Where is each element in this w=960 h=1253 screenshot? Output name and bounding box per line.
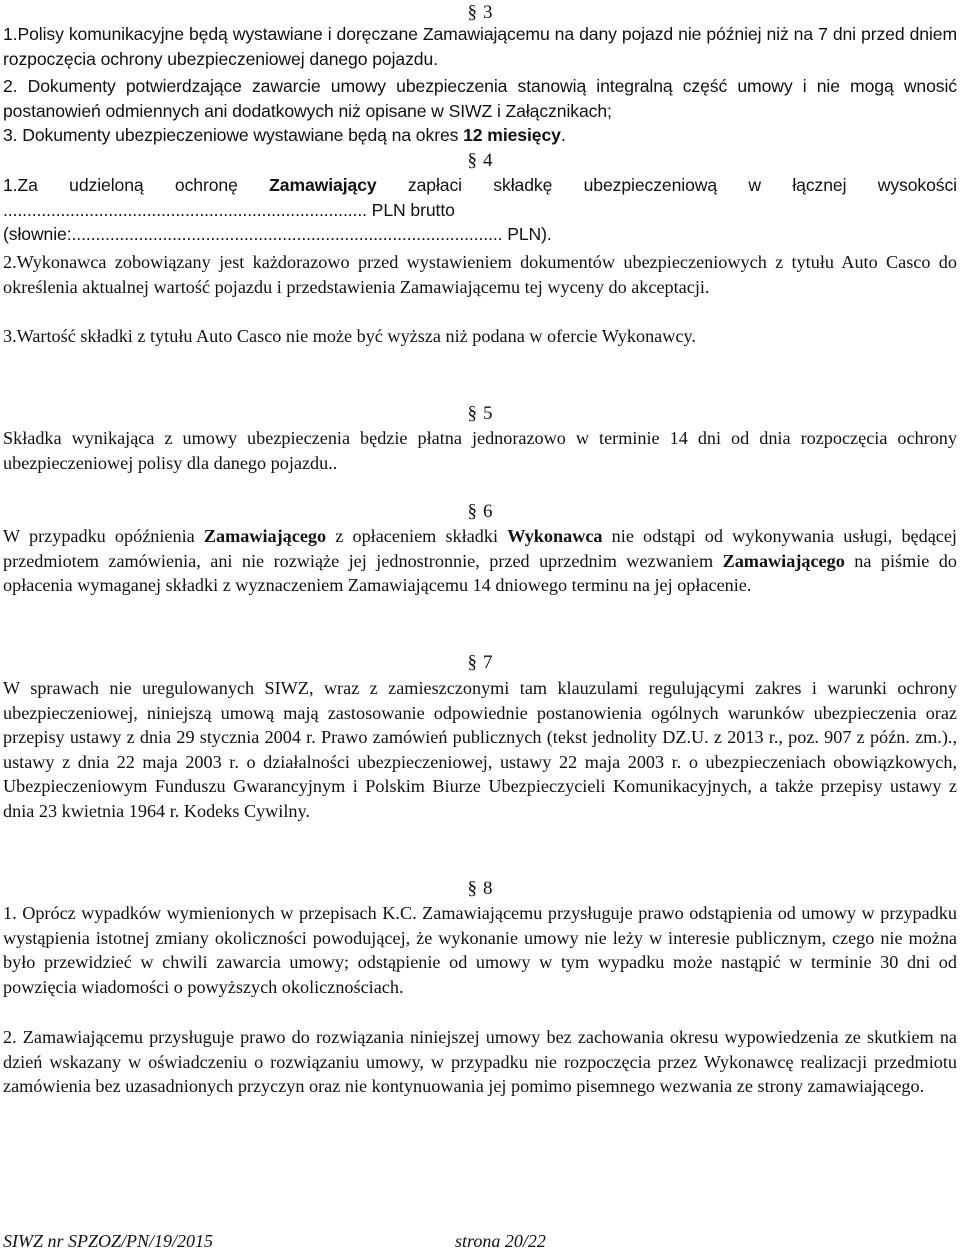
party-bold: Zamawiający [269, 175, 377, 195]
section-heading-6 [0, 501, 960, 523]
footer-page-number: strona 20/22 [455, 1231, 546, 1251]
section-heading-7 [0, 652, 960, 674]
paragraph-8-1: 1. Oprócz wypadków wymienionych w przepisach K.C. Zamawiającemu przysługuje prawo odstąpienia od umowy w przypadku wystąpienia istotnej zmiany okoliczności powodującej, że wykonanie umowy nie leży w interesie publicznym, czego nie można było przewidzieć w chwili zawarcia umowy; odstąpienie od umowy w tym wypadku może nastąpić w terminie 30 dni od powzięcia wiadomości o powyższych okolicznościach. [3, 903, 957, 997]
paragraph-3-1: 1.Polisy komunikacyjne będą wystawiane i doręczane Zamawiającemu na dany pojazd nie później niż na 7 dni przed dniem rozpoczęcia ochrony ubezpieczeniowej danego pojazdu. [3, 24, 957, 69]
footer-document-id: SIWZ nr SPZOZ/PN/19/2015 [3, 1231, 214, 1251]
section-symbol: § [467, 403, 477, 424]
section-heading-3 [0, 2, 960, 24]
paragraph-4-3: 3.Wartość składki z tytułu Auto Casco nie może być wyższa niż podana w ofercie Wykonawcy. [3, 326, 696, 346]
section-heading-5 [0, 403, 960, 425]
paragraph-4-2: 2.Wykonawca zobowiązany jest każdorazowo przed wystawieniem dokumentów ubezpieczeniowych z tytułu Auto Casco do określenia aktualnej wartość pojazdu i przedstawienia Zamawiającemu tej wyceny do akceptacji. [3, 252, 957, 297]
paragraph-5-1: Składka wynikająca z umowy ubezpieczenia będzie płatna jednorazowo w terminie 14 dni od dnia rozpoczęcia ochrony ubezpieczeniowej polisy dla danego pojazdu.. [3, 428, 957, 473]
period-bold: 12 miesięcy [463, 125, 561, 145]
section-number: 6 [483, 501, 493, 522]
section-symbol: § [467, 150, 477, 171]
section-heading-4 [0, 150, 960, 172]
paragraph-4-1: 1.Za udzieloną ochronę Zamawiający zapłaci składkę ubezpieczeniową w łącznej wysokości ............................................................................ PLN brutto (słownie:.......................................................................................... PLN). [3, 175, 957, 245]
section-number: 5 [483, 403, 493, 424]
section-number: 8 [483, 878, 493, 899]
section-heading-8 [0, 878, 960, 900]
section-symbol: § [467, 878, 477, 899]
paragraph-6-1: W przypadku opóźnienia Zamawiającego z opłaceniem składki Wykonawca nie odstąpi od wykonywania usługi, będącej przedmiotem zamówienia, ani nie rozwiąże jej jednostronnie, przed uprzednim wezwaniem Zamawiającego na piśmie do opłacenia wymaganej składki z wyznaczeniem Zamawiającemu 14 dniowego terminu na jej opłacenie. [3, 526, 957, 596]
section-number: 7 [483, 652, 493, 673]
section-symbol: § [467, 2, 477, 23]
section-number: 3 [483, 2, 493, 23]
paragraph-8-2: 2. Zamawiającemu przysługuje prawo do rozwiązania niniejszej umowy bez zachowania okresu wypowiedzenia ze skutkiem na dzień wskazany w oświadczeniu o rozwiązaniu umowy, w przypadku nie rozpoczęcia przez Wykonawcę realizacji przedmiotu zamówienia bez uzasadnionych przyczyn oraz nie kontynuowania jej pomimo pisemnego wezwania ze strony zamawiającego. [3, 1027, 957, 1097]
paragraph-3-3: 3. Dokumenty ubezpieczeniowe wystawiane będą na okres 12 miesięcy. [3, 125, 566, 145]
paragraph-3-2: 2. Dokumenty potwierdzające zawarcie umowy ubezpieczenia stanowią integralną część umowy i nie mogą wnosić postanowień odmiennych ani dodatkowych niż opisane w SIWZ i Załącznikach; [3, 76, 957, 121]
section-symbol: § [467, 652, 477, 673]
section-symbol: § [467, 501, 477, 522]
paragraph-7-1: W sprawach nie uregulowanych SIWZ, wraz z zamieszczonymi tam klauzulami regulującymi zakres i warunki ochrony ubezpieczeniowej, niniejszą umową mają zastosowanie odpowiednie postanowienia ogólnych warunków ubezpieczenia oraz przepisy ustawy z dnia 29 stycznia 2004 r. Prawo zamówień publicznych (tekst jednolity DZ.U. z 2013 r., poz. 907 z późn. zm.)., ustawy z dnia 22 maja 2003 r. o działalności ubezpieczeniowej, ustawy 22 maja 2003 r. o ubezpieczeniach obowiązkowych, Ubezpieczeniowym Funduszu Gwarancyjnym i Polskim Biurze Ubezpieczycieli Komunikacyjnych, a także przepisy ustawy z dnia 23 kwietnia 1964 r. Kodeks Cywilny. [3, 678, 957, 821]
section-number: 4 [483, 150, 493, 171]
